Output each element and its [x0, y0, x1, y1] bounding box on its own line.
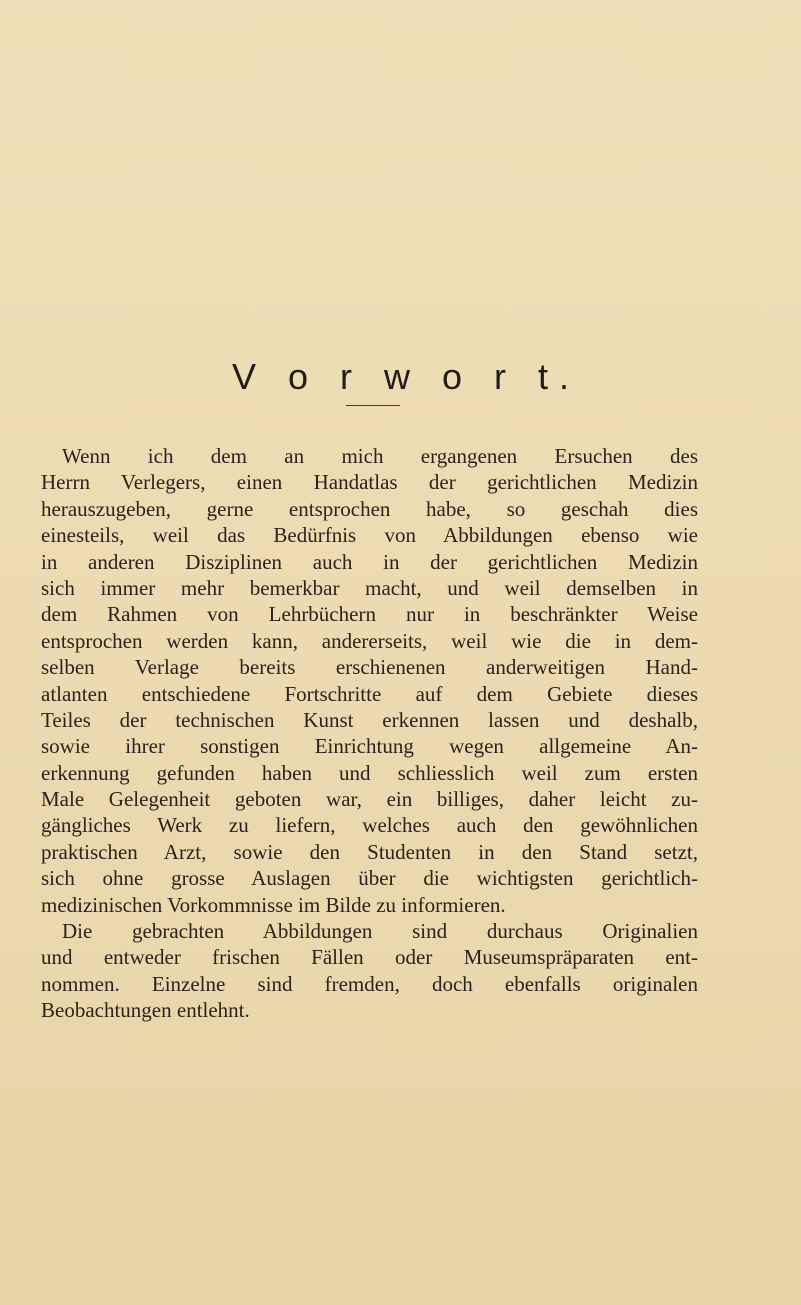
text-line: sich ohne grosse Auslagen über die wichtigsten gerichtlich- — [41, 866, 698, 891]
text-line: nommen. Einzelne sind fremden, doch ebenfalls originalen — [41, 971, 698, 996]
text-line: Male Gelegenheit geboten war, ein billiges, daher leicht zu- — [41, 787, 698, 812]
text-line: atlanten entschiedene Fortschritte auf dem Gebiete dieses — [41, 681, 698, 706]
title-divider — [346, 405, 400, 406]
text-line: Die gebrachten Abbildungen sind durchaus Originalien — [62, 919, 698, 944]
text-line: entsprochen werden kann, andererseits, weil wie die in dem- — [41, 628, 698, 653]
text-line: selben Verlage bereits erschienenen anderweitigen Hand- — [41, 655, 698, 680]
page-title: V o r w o r t. — [231, 356, 581, 397]
text-line: Teiles der technischen Kunst erkennen lassen und deshalb, — [41, 707, 698, 732]
text-line: einesteils, weil das Bedürfnis von Abbildungen ebenso wie — [41, 523, 698, 548]
text-line: und entweder frischen Fällen oder Museumspräparaten ent- — [41, 945, 698, 970]
text-line: Wenn ich dem an mich ergangenen Ersuchen des — [62, 444, 698, 468]
text-line: Herrn Verlegers, einen Handatlas der gerichtlichen Medizin — [41, 470, 698, 495]
text-line: herauszugeben, gerne entsprochen habe, so geschah dies — [41, 496, 698, 521]
text-line: in anderen Disziplinen auch in der gerichtlichen Medizin — [41, 549, 698, 574]
text-line: dem Rahmen von Lehrbüchern nur in beschränkter Weise — [41, 602, 698, 627]
preface-body — [41, 443, 698, 1024]
text-line: sowie ihrer sonstigen Einrichtung wegen allgemeine An- — [41, 734, 698, 759]
text-line: erkennung gefunden haben und schliesslich weil zum ersten — [41, 760, 698, 785]
text-line: gängliches Werk zu liefern, welches auch den gewöhnlichen — [41, 813, 698, 838]
paragraph-1 — [41, 443, 698, 918]
text-line: praktischen Arzt, sowie den Studenten in den Stand setzt, — [41, 839, 698, 864]
paragraph-2 — [41, 918, 698, 1024]
text-line: medizinischen Vorkommnisse im Bilde zu informieren. — [41, 892, 506, 917]
text-line: sich immer mehr bemerkbar macht, und weil demselben in — [41, 575, 698, 600]
text-line: Beobachtungen entlehnt. — [41, 998, 250, 1023]
